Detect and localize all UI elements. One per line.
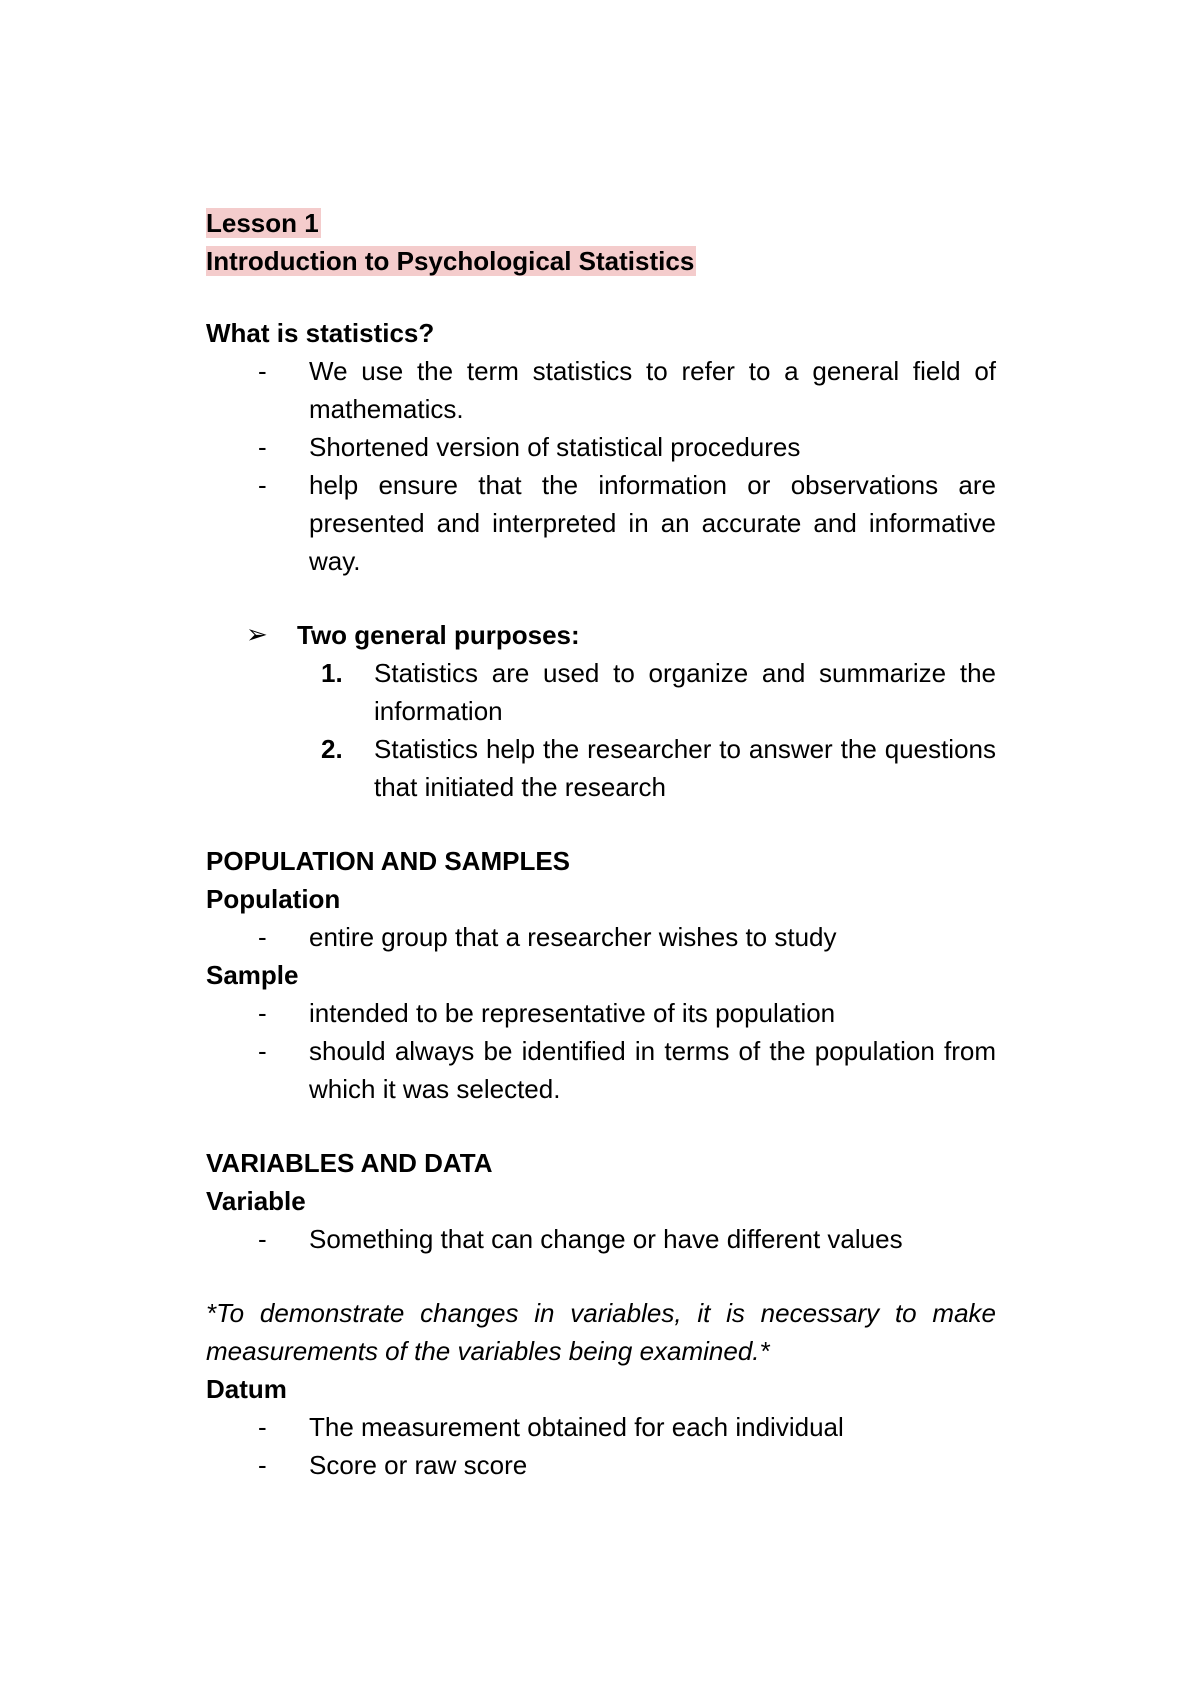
list-item-text: Shortened version of statistical procedures <box>309 432 801 462</box>
section-heading-variables-data: VARIABLES AND DATA <box>206 1148 493 1178</box>
term-datum: Datum <box>206 1374 287 1404</box>
term-sample: Sample <box>206 960 299 990</box>
dash-bullet: - <box>258 1412 267 1442</box>
list-item <box>206 1408 996 1446</box>
section-heading-population-samples: POPULATION AND SAMPLES <box>206 846 571 876</box>
dash-bullet: - <box>258 1036 267 1066</box>
purposes-heading-text: Two general purposes: <box>297 620 580 650</box>
list-item <box>206 918 996 956</box>
section-heading-what-is-statistics: What is statistics? <box>206 318 435 348</box>
list-item <box>206 466 996 580</box>
list-item <box>206 1446 996 1484</box>
variable-list <box>206 1220 996 1258</box>
sample-list <box>206 994 996 1108</box>
list-number: 2. <box>321 734 343 764</box>
list-item-text: We use the term statistics to refer to a general field of mathematics. <box>309 356 996 424</box>
list-item-text: Something that can change or have different values <box>309 1224 903 1254</box>
list-item-text: The measurement obtained for each individual <box>309 1412 844 1442</box>
purposes-heading <box>206 616 996 654</box>
population-list <box>206 918 996 956</box>
list-item <box>206 994 996 1032</box>
term-variable: Variable <box>206 1186 306 1216</box>
dash-bullet: - <box>258 998 267 1028</box>
list-number: 1. <box>321 658 343 688</box>
dash-bullet: - <box>258 432 267 462</box>
list-item <box>206 730 996 806</box>
list-item-text: should always be identified in terms of the population from which it was selected. <box>309 1036 996 1104</box>
document-page <box>206 204 996 1484</box>
list-item <box>206 1032 996 1108</box>
what-is-statistics-list <box>206 352 996 580</box>
list-item <box>206 352 996 428</box>
purposes-list <box>206 654 996 806</box>
lesson-title-line <box>206 242 996 280</box>
arrow-bullet-icon: ➢ <box>246 620 268 650</box>
list-item <box>206 654 996 730</box>
lesson-label: Lesson 1 <box>206 208 319 238</box>
list-item-text: intended to be representative of its population <box>309 998 836 1028</box>
list-item-text: entire group that a researcher wishes to study <box>309 922 837 952</box>
dash-bullet: - <box>258 356 267 386</box>
dash-bullet: - <box>258 1224 267 1254</box>
datum-list <box>206 1408 996 1484</box>
dash-bullet: - <box>258 1450 267 1480</box>
list-item-text: Statistics help the researcher to answer the questions that initiated the research <box>374 734 996 802</box>
list-item <box>206 428 996 466</box>
lesson-label-line <box>206 204 996 242</box>
list-item-text: Score or raw score <box>309 1450 528 1480</box>
term-population: Population <box>206 884 341 914</box>
dash-bullet: - <box>258 470 267 500</box>
italic-note: *To demonstrate changes in variables, it is necessary to make measurements of the variables being examined.* <box>206 1298 996 1366</box>
list-item-text: Statistics are used to organize and summarize the information <box>374 658 996 726</box>
list-item-text: help ensure that the information or observations are presented and interpreted in an accurate and informative way. <box>309 470 996 576</box>
dash-bullet: - <box>258 922 267 952</box>
lesson-title: Introduction to Psychological Statistics <box>206 246 695 276</box>
list-item <box>206 1220 996 1258</box>
